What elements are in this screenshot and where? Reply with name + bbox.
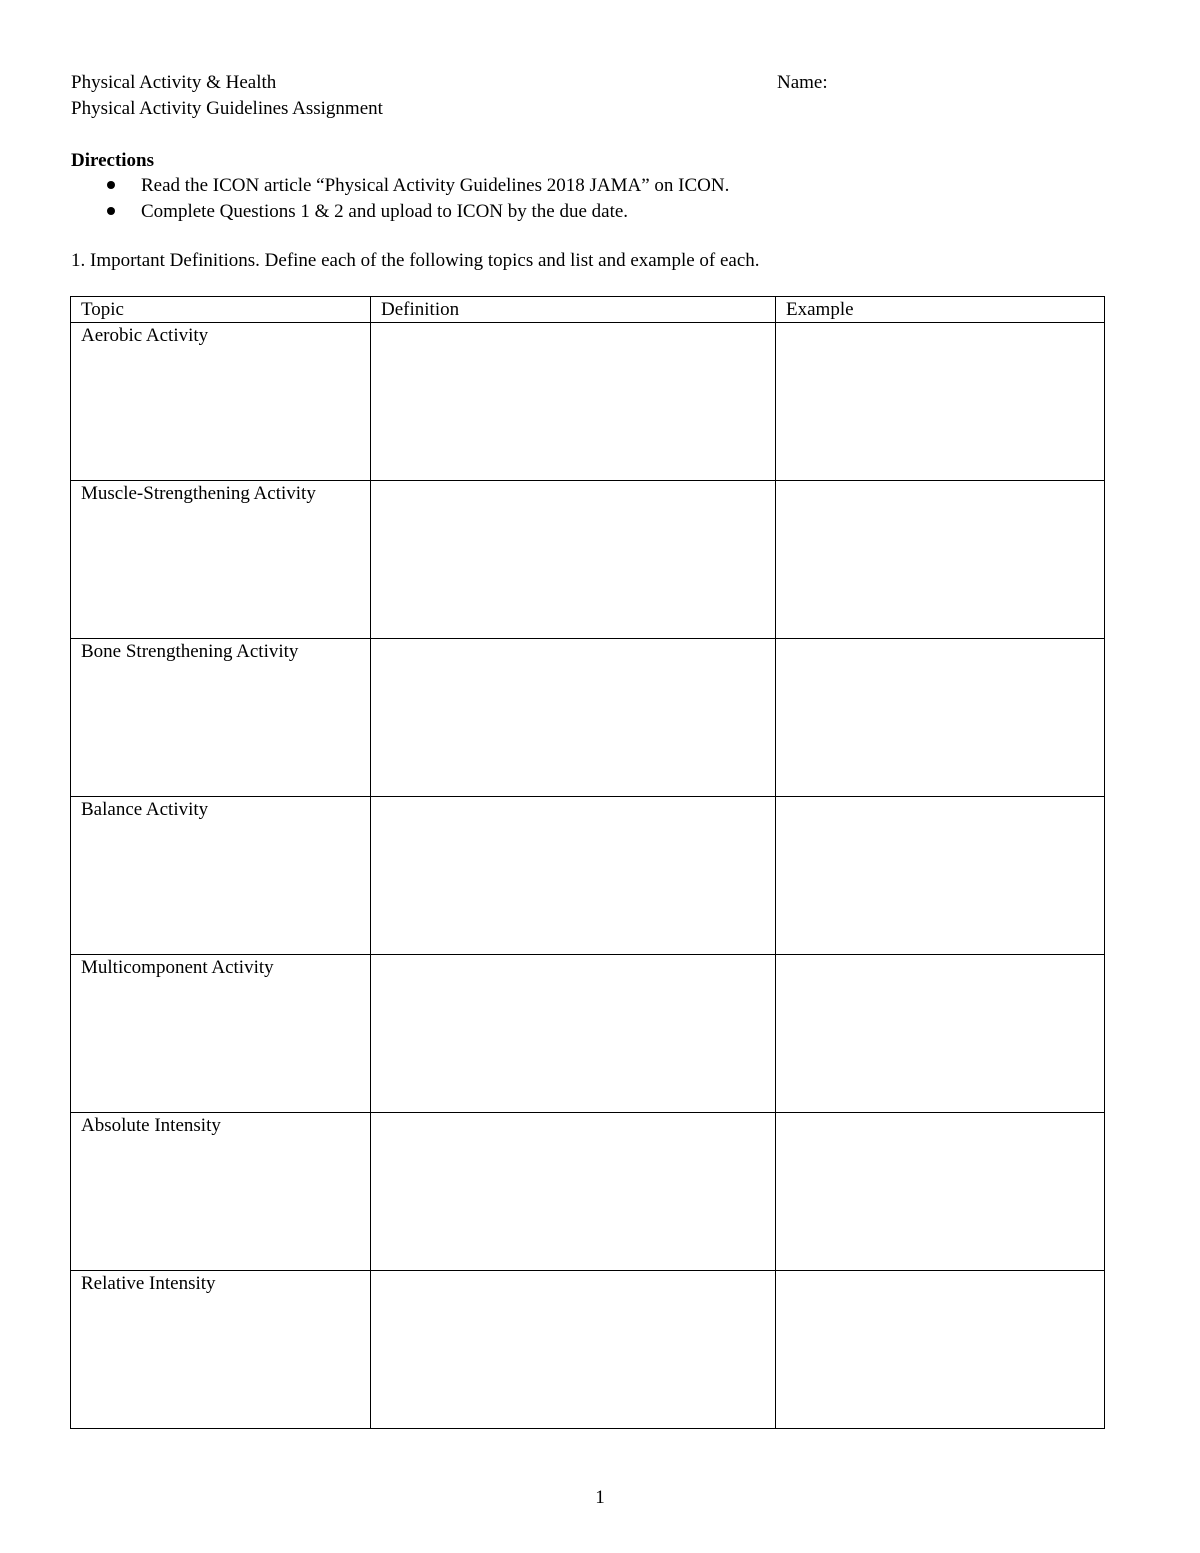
directions-item-text: Complete Questions 1 & 2 and upload to ICON by the due date. <box>141 201 629 222</box>
table-row <box>71 481 1105 639</box>
topic-cell: Absolute Intensity <box>71 1113 371 1271</box>
definition-cell[interactable] <box>371 481 776 639</box>
topic-cell: Bone Strengthening Activity <box>71 639 371 797</box>
table-header-row <box>71 297 1105 323</box>
directions-item <box>71 199 729 225</box>
definition-cell[interactable] <box>371 639 776 797</box>
question-1-prompt: 1. Important Definitions. Define each of the following topics and list and example of each. <box>71 250 760 271</box>
name-label: Name: <box>777 72 828 93</box>
column-header-topic: Topic <box>71 297 371 323</box>
example-cell[interactable] <box>776 955 1105 1113</box>
course-title: Physical Activity & Health <box>71 72 277 93</box>
directions-section <box>71 149 729 225</box>
definitions-table <box>70 296 1105 1429</box>
column-header-example: Example <box>776 297 1105 323</box>
topic-cell: Muscle-Strengthening Activity <box>71 481 371 639</box>
topic-cell: Multicomponent Activity <box>71 955 371 1113</box>
topic-cell: Relative Intensity <box>71 1271 371 1429</box>
bullet-icon <box>107 207 115 215</box>
example-cell[interactable] <box>776 1113 1105 1271</box>
example-cell[interactable] <box>776 797 1105 955</box>
directions-item-text: Read the ICON article “Physical Activity Guidelines 2018 JAMA” on ICON. <box>141 175 730 196</box>
page-number: 1 <box>595 1487 605 1508</box>
bullet-icon <box>107 181 115 189</box>
assignment-title: Physical Activity Guidelines Assignment <box>71 98 383 119</box>
definition-cell[interactable] <box>371 323 776 481</box>
example-cell[interactable] <box>776 639 1105 797</box>
table-row <box>71 1271 1105 1429</box>
topic-cell: Aerobic Activity <box>71 323 371 481</box>
directions-list <box>71 173 729 225</box>
table-row <box>71 639 1105 797</box>
example-cell[interactable] <box>776 323 1105 481</box>
example-cell[interactable] <box>776 1271 1105 1429</box>
column-header-definition: Definition <box>371 297 776 323</box>
example-cell[interactable] <box>776 481 1105 639</box>
definition-cell[interactable] <box>371 955 776 1113</box>
topic-cell: Balance Activity <box>71 797 371 955</box>
definition-cell[interactable] <box>371 1113 776 1271</box>
directions-item <box>71 173 729 199</box>
definition-cell[interactable] <box>371 797 776 955</box>
table-row <box>71 955 1105 1113</box>
table-row <box>71 323 1105 481</box>
definition-cell[interactable] <box>371 1271 776 1429</box>
directions-title: Directions <box>71 150 155 171</box>
table-row <box>71 1113 1105 1271</box>
table-row <box>71 797 1105 955</box>
